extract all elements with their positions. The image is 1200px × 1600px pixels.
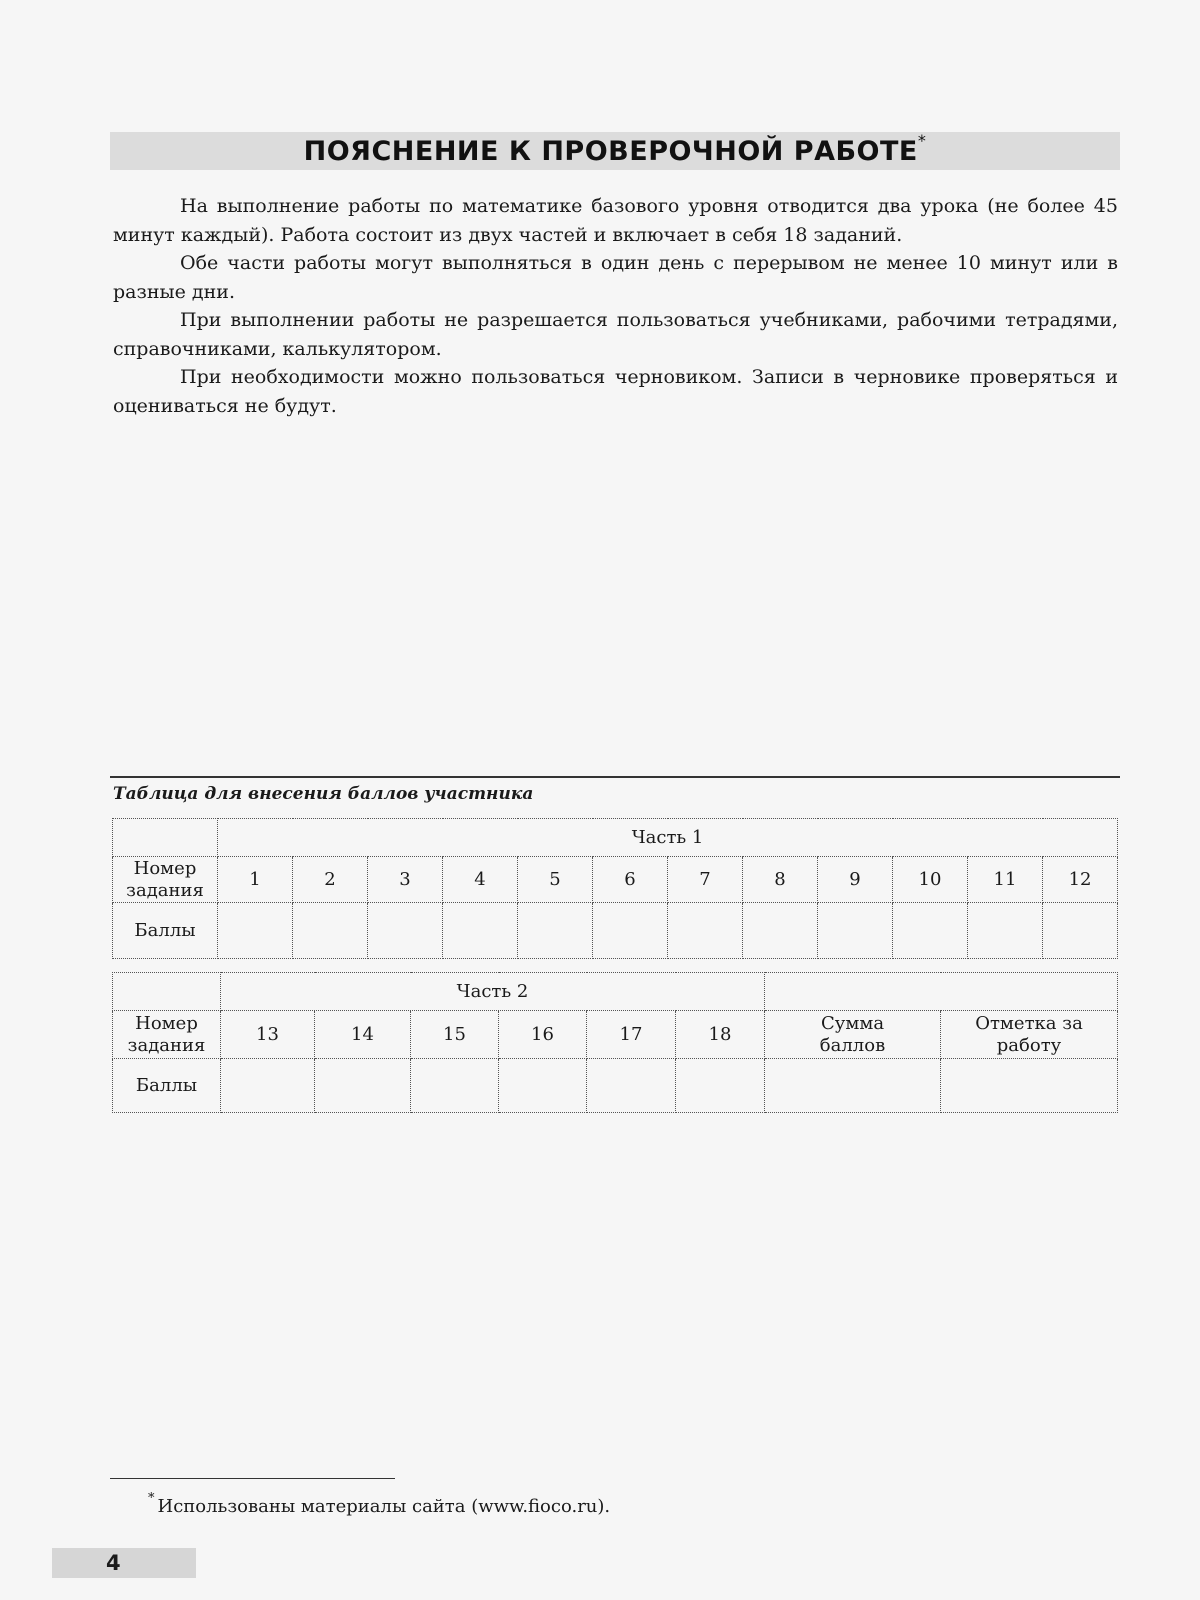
section-title-bar (110, 132, 1120, 170)
part1-header: Часть 1 (218, 819, 1118, 857)
points-entry-cell[interactable] (593, 903, 668, 959)
task-number-cell: 10 (893, 857, 968, 903)
points-entry-cell[interactable] (411, 1059, 499, 1113)
task-number-cell: 15 (411, 1011, 499, 1059)
table-caption: Таблица для внесения баллов участника (113, 784, 534, 804)
task-number-cell: 9 (818, 857, 893, 903)
score-table-part2 (112, 972, 1118, 1113)
footnote (148, 1491, 611, 1517)
task-number-cell: 3 (368, 857, 443, 903)
task-number-cell: 16 (499, 1011, 587, 1059)
task-number-cell: 1 (218, 857, 293, 903)
table-divider (110, 776, 1120, 778)
task-number-cell: 7 (668, 857, 743, 903)
task-number-cell: 11 (968, 857, 1043, 903)
points-entry-cell[interactable] (587, 1059, 676, 1113)
task-number-cell: 17 (587, 1011, 676, 1059)
points-entry-cell[interactable] (221, 1059, 315, 1113)
task-number-cell: 14 (315, 1011, 411, 1059)
task-number-label: Номер задания (113, 857, 218, 903)
title-footnote-mark: * (917, 131, 927, 150)
points-entry-cell[interactable] (315, 1059, 411, 1113)
intro-paragraph: При необходимости можно пользоваться черновиком. Записи в черновике проверяться и оцениваться не будут. (113, 366, 1118, 417)
grade-label: Отметка за работу (941, 1011, 1118, 1059)
corner-cell (113, 819, 218, 857)
intro-paragraph: При выполнении работы не разрешается пользоваться учебниками, рабочими тетрадями, справочниками, калькулятором. (113, 309, 1118, 360)
task-number-cell: 2 (293, 857, 368, 903)
points-entry-cell[interactable] (743, 903, 818, 959)
task-number-cell: 12 (1043, 857, 1118, 903)
task-number-cell: 6 (593, 857, 668, 903)
points-entry-cell[interactable] (1043, 903, 1118, 959)
page-title (303, 131, 927, 167)
sum-entry-cell[interactable] (765, 1059, 941, 1113)
points-entry-cell[interactable] (443, 903, 518, 959)
score-table-part1 (112, 818, 1118, 959)
task-number-cell: 5 (518, 857, 593, 903)
points-entry-cell[interactable] (968, 903, 1043, 959)
task-number-cell: 8 (743, 857, 818, 903)
points-entry-cell[interactable] (368, 903, 443, 959)
task-number-row (113, 857, 1118, 903)
corner-cell (113, 973, 221, 1011)
intro-paragraph: Обе части работы могут выполняться в один день с перерывом не менее 10 минут или в разные дни. (113, 252, 1118, 303)
points-label: Баллы (113, 903, 218, 959)
footnote-text: Использованы материалы сайта (www.fioco.ru). (157, 1496, 611, 1517)
intro-text (113, 192, 1118, 420)
task-number-cell: 13 (221, 1011, 315, 1059)
points-entry-cell[interactable] (499, 1059, 587, 1113)
task-number-label: Номер задания (113, 1011, 221, 1059)
grade-entry-cell[interactable] (941, 1059, 1118, 1113)
points-label: Баллы (113, 1059, 221, 1113)
sum-label: Сумма баллов (765, 1011, 941, 1059)
task-number-cell: 4 (443, 857, 518, 903)
points-entry-cell[interactable] (818, 903, 893, 959)
task-number-cell: 18 (676, 1011, 765, 1059)
points-entry-cell[interactable] (518, 903, 593, 959)
task-number-row (113, 1011, 1118, 1059)
summary-header-cell (765, 973, 1118, 1011)
points-row (113, 1059, 1118, 1113)
page-number: 4 (52, 1548, 196, 1578)
points-entry-cell[interactable] (668, 903, 743, 959)
part2-header: Часть 2 (221, 973, 765, 1011)
intro-paragraph: На выполнение работы по математике базового уровня отводится два урока (не более 45 минут каждый). Работа состоит из двух частей и включает в себя 18 заданий. (113, 195, 1118, 246)
points-entry-cell[interactable] (293, 903, 368, 959)
points-entry-cell[interactable] (893, 903, 968, 959)
footnote-rule (110, 1478, 395, 1479)
points-row (113, 903, 1118, 959)
footnote-mark: * (148, 1491, 155, 1506)
points-entry-cell[interactable] (218, 903, 293, 959)
page-title-text: ПОЯСНЕНИЕ К ПРОВЕРОЧНОЙ РАБОТЕ (303, 136, 918, 167)
points-entry-cell[interactable] (676, 1059, 765, 1113)
